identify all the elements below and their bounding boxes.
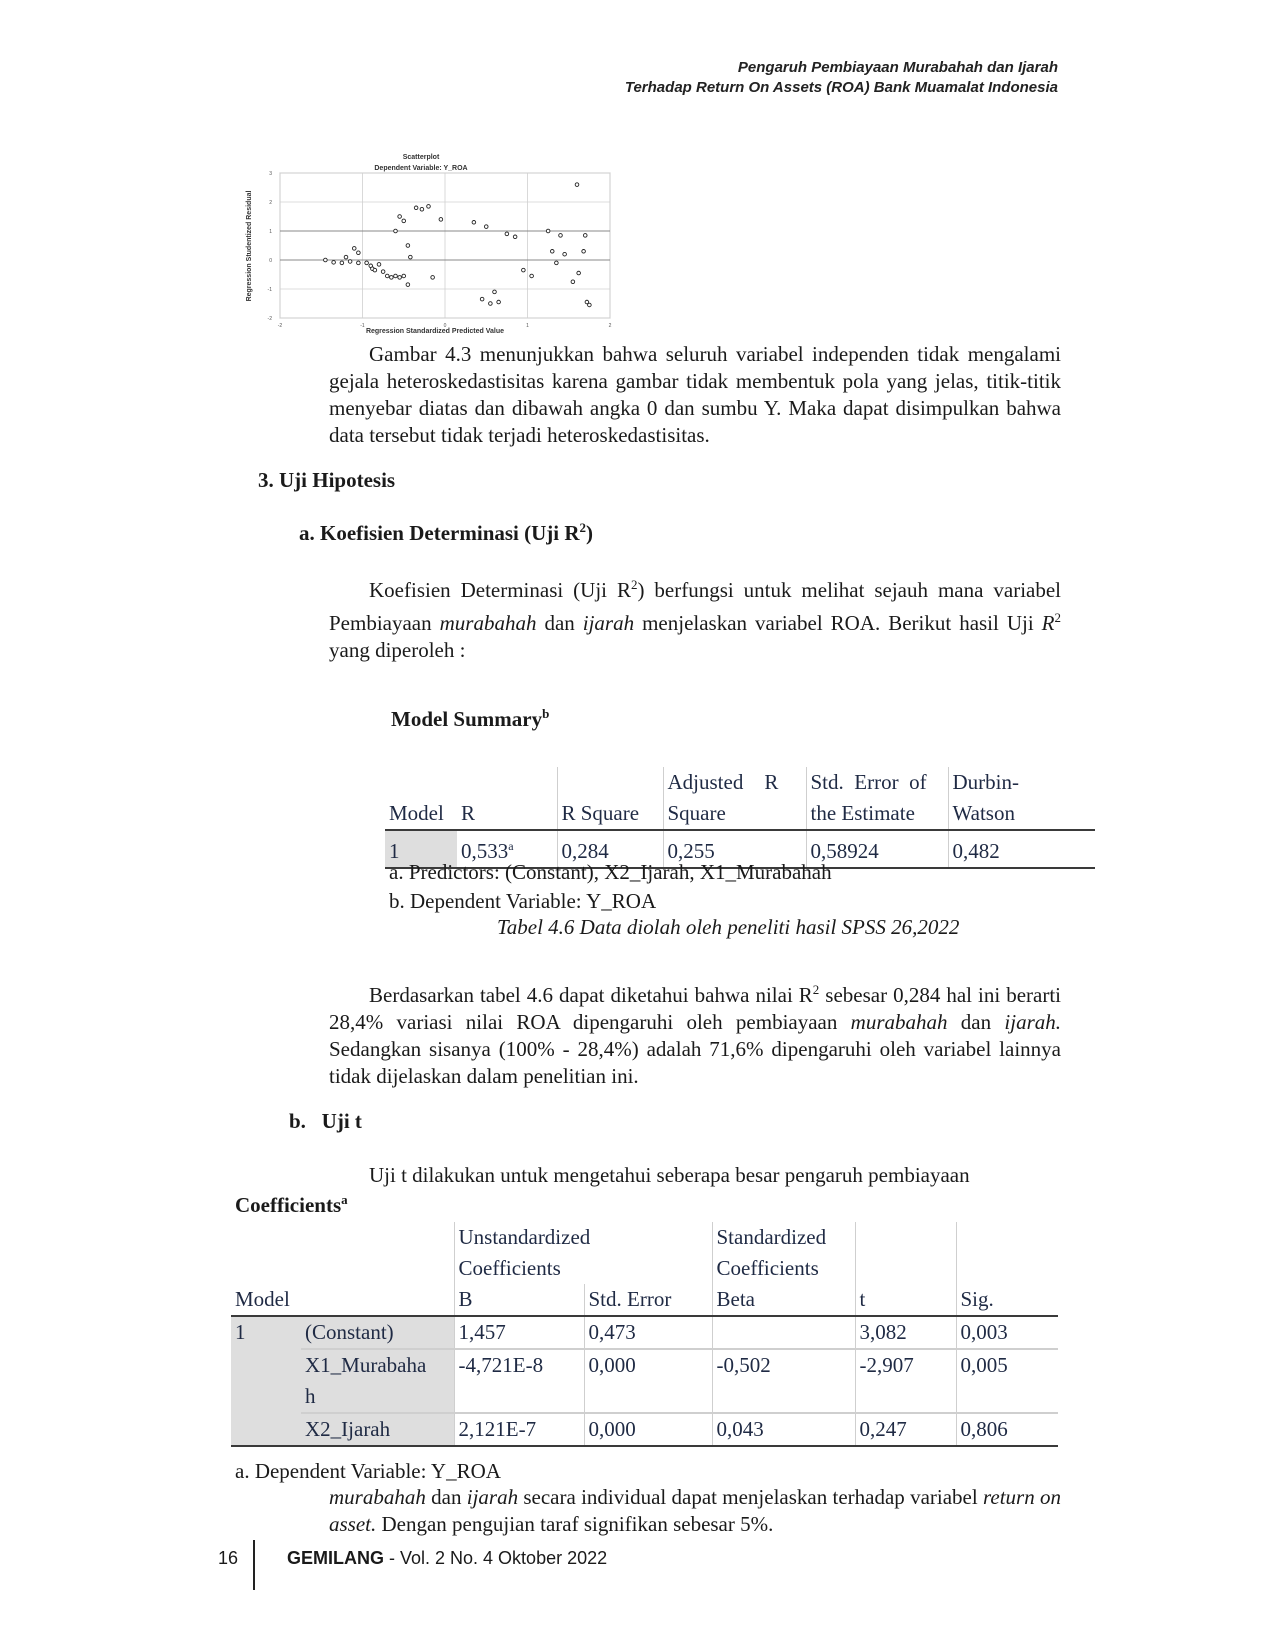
scatter-point xyxy=(571,280,575,284)
scatter-point xyxy=(530,274,534,278)
cell-durbin-watson: 0,482 xyxy=(952,839,1000,863)
scatter-point xyxy=(489,302,493,306)
x-tick-label: 2 xyxy=(608,323,612,329)
header-line-2: Terhadap Return On Assets (ROA) Bank Muamalat Indonesia xyxy=(624,79,1058,96)
scatter-point xyxy=(563,252,567,256)
scatter-point xyxy=(357,251,361,255)
running-header xyxy=(625,58,1058,98)
page-number: 16 xyxy=(218,1548,239,1568)
header-unstandardized: Unstandardized xyxy=(454,1222,712,1253)
header-std-error: Std. Error xyxy=(584,1284,712,1316)
y-tick-label: 0 xyxy=(269,258,272,264)
paragraph-t-test-intro: Uji t dilakukan untuk mengetahui seberapa besar pengaruh pembiayaan xyxy=(369,1163,970,1187)
scatter-point xyxy=(420,207,424,211)
paragraph-r2-intro: Koefisien Determinasi (Uji $R^2$) berfungsi untuk melihat sejauh mana variabel Pembiayaan murabahah dan ijarah menjelaskan variabel ROA. Berikut hasil Uji $R^2$ yang diperoleh : xyxy=(329,577,1062,662)
cell-beta: -0,502 xyxy=(712,1349,855,1413)
table-notes xyxy=(389,858,832,916)
scatter-point xyxy=(505,232,509,236)
table-header-row-2 xyxy=(385,798,1095,830)
scatter-point xyxy=(406,283,410,287)
subheading-a: a. Koefisien Determinasi (Uji $R^2$) xyxy=(299,520,594,545)
cell-name: (Constant) xyxy=(301,1316,454,1349)
scatter-point xyxy=(348,260,352,264)
header-coefficients-std: Coefficients xyxy=(712,1253,855,1284)
header-t: t xyxy=(855,1284,956,1316)
chart-xlabel: Regression Standardized Predicted Value xyxy=(365,328,505,335)
scatter-point xyxy=(472,221,476,225)
cell-std-error: 0,000 xyxy=(584,1413,712,1446)
header-coefficients: Coefficients xyxy=(454,1253,712,1284)
table-header-row-1 xyxy=(385,767,1095,798)
cell-std-error: 0,000 xyxy=(584,1349,712,1413)
header-r-square: R Square xyxy=(557,798,663,830)
scatter-point xyxy=(352,247,356,251)
cell-b: -4,721E-8 xyxy=(454,1349,584,1413)
x-tick-label: 0 xyxy=(443,323,447,329)
header-std-error: Std. Error of xyxy=(806,767,948,798)
table-header-row-2 xyxy=(231,1253,1058,1284)
x-tick-label: -2 xyxy=(277,323,283,329)
paragraph-t-test-conclusion: murabahah dan ijarah secara individual dapat menjelaskan terhadap variabel return on asset. Dengan pengujian taraf signifikan sebesar 5%. xyxy=(329,1485,1061,1536)
scatter-point xyxy=(497,300,501,304)
scatter-point xyxy=(577,271,581,275)
header-square: Square xyxy=(663,798,806,830)
cell-t: 3,082 xyxy=(855,1316,956,1349)
scatter-point xyxy=(340,261,344,265)
chart-subtitle: Dependent Variable: Y_ROA xyxy=(374,165,468,172)
header-watson: Watson xyxy=(952,801,1015,825)
cell-model: 1 xyxy=(385,830,457,868)
header-estimate: the Estimate xyxy=(806,798,948,830)
scatter-point xyxy=(555,261,559,265)
header-standardized: Standardized xyxy=(712,1222,855,1253)
scatter-point xyxy=(381,270,385,274)
note-a: a. Predictors: (Constant), X2_Ijarah, X1_Murabahah xyxy=(389,860,832,884)
header-durbin: Durbin- xyxy=(952,770,1019,794)
paragraph-r2-result: Berdasarkan tabel 4.6 dapat diketahui bahwa nilai $R^2$ sebesar 0,284 hal ini berarti 28,4% variasi nilai ROA dipengaruhi oleh pembiayaan murabahah dan ijarah. Sedangkan sisanya (100% - 28,4%) adalah 71,6% dipengaruhi oleh variabel lainnya tidak dijelaskan dalam penelitian ini. xyxy=(329,982,1061,1088)
scatter-point xyxy=(377,263,381,267)
scatter-point xyxy=(583,234,587,238)
scatter-point xyxy=(431,276,435,280)
scatter-point xyxy=(550,250,554,254)
header-model: Model xyxy=(231,1284,454,1316)
plot-area xyxy=(268,171,612,329)
cell-model-number: 1 xyxy=(231,1316,301,1446)
cell-beta: 0,043 xyxy=(712,1413,855,1446)
header-b: B xyxy=(454,1284,584,1316)
cell-beta xyxy=(712,1316,855,1349)
table-header-row-3 xyxy=(231,1284,1058,1316)
scatter-point xyxy=(394,229,398,233)
scatter-point xyxy=(480,297,484,301)
subheading-b: b. Uji t xyxy=(289,1109,362,1133)
chart-ylabel: Regression Studentized Residual xyxy=(246,190,253,302)
scatter-point xyxy=(484,225,488,229)
coefficients-note: a. Dependent Variable: Y_ROA xyxy=(235,1459,501,1483)
paragraph-figure-explanation xyxy=(329,341,1061,449)
scatter-point xyxy=(344,255,348,259)
scatter-point xyxy=(439,218,443,222)
scatter-point xyxy=(398,276,402,280)
scatter-point xyxy=(427,205,431,209)
x-tick-label: 1 xyxy=(526,323,529,329)
cell-sig: 0,003 xyxy=(960,1320,1008,1344)
scatter-point xyxy=(394,274,398,278)
scatter-point xyxy=(546,229,550,233)
scatter-point xyxy=(390,276,394,280)
cell-adjusted: 0,255 xyxy=(663,830,806,868)
scatter-point xyxy=(385,274,389,278)
scatter-point xyxy=(588,303,592,307)
chart-title: Scatterplot xyxy=(402,154,440,161)
scatter-point xyxy=(513,235,517,239)
scatter-point xyxy=(402,274,406,278)
cell-sig: 0,806 xyxy=(960,1417,1008,1441)
y-tick-label: -2 xyxy=(267,316,272,322)
y-tick-label: -1 xyxy=(267,287,272,293)
header-r: R xyxy=(457,798,557,830)
scatter-point xyxy=(357,261,361,265)
scatter-point xyxy=(373,268,377,272)
footer-divider xyxy=(253,1540,255,1590)
paragraph-text: Gambar 4.3 menunjukkan bahwa seluruh variabel independen tidak mengalami gejala heteroskedastisitas karena gambar tidak membentuk pola yang jelas, titik-titik menyebar diatas dan dibawah angka 0 dan sumbu Y. Maka dapat disimpulkan bahwa data tersebut tidak terjadi heteroskedastisitas. xyxy=(329,342,1061,447)
scatter-point xyxy=(406,244,410,248)
cell-r-square: 0,284 xyxy=(557,830,663,868)
scatter-point xyxy=(409,255,413,259)
table-row xyxy=(231,1349,1058,1413)
cell-b: 1,457 xyxy=(454,1316,584,1349)
header-model: Model xyxy=(389,801,444,825)
scatter-point xyxy=(414,206,418,210)
table-row xyxy=(231,1316,1058,1349)
header-adjusted: Adjusted R xyxy=(663,767,806,798)
table-row xyxy=(231,1413,1058,1446)
scatter-point xyxy=(398,215,402,219)
header-line-1: Pengaruh Pembiayaan Murabahah dan Ijarah xyxy=(737,59,1058,76)
cell-name: X2_Ijarah xyxy=(301,1413,454,1446)
cell-std-error: 0,58924 xyxy=(806,830,948,868)
table-caption: Tabel 4.6 Data diolah oleh peneliti hasil SPSS 26,2022 xyxy=(497,915,960,939)
scatter-point xyxy=(493,290,497,294)
y-tick-label: 1 xyxy=(269,229,272,235)
footer-journal: GEMILANG - Vol. 2 No. 4 Oktober 2022 xyxy=(287,1548,608,1568)
section-heading: 3. Uji Hipotesis xyxy=(258,468,396,492)
model-summary-title: Model Summary$^b$ xyxy=(391,706,550,731)
header-sig: Sig. xyxy=(960,1287,994,1311)
cell-r: 0,533$^a$ xyxy=(457,830,557,868)
coefficients-table xyxy=(231,1222,1058,1447)
scatter-point xyxy=(365,261,369,265)
model-summary-table xyxy=(385,767,1095,869)
scatter-point xyxy=(575,183,579,187)
header-beta: Beta xyxy=(712,1284,855,1316)
x-tick-label: -1 xyxy=(360,323,365,329)
cell-t: 0,247 xyxy=(855,1413,956,1446)
scatter-point xyxy=(559,234,563,238)
table-header-row-1 xyxy=(231,1222,1058,1253)
y-tick-label: 2 xyxy=(269,200,272,206)
y-tick-label: 3 xyxy=(269,171,272,177)
scatter-point xyxy=(402,219,406,223)
coefficients-title: Coefficients$^a$ xyxy=(235,1192,348,1217)
cell-t: -2,907 xyxy=(855,1349,956,1413)
scatter-point xyxy=(324,258,328,262)
scatter-point xyxy=(582,250,586,254)
cell-name: X1_Murabaha h xyxy=(301,1349,454,1413)
cell-std-error: 0,473 xyxy=(584,1316,712,1349)
cell-b: 2,121E-7 xyxy=(454,1413,584,1446)
scatterplot xyxy=(245,148,630,346)
scatter-point xyxy=(332,261,336,265)
cell-sig: 0,005 xyxy=(960,1353,1008,1377)
note-b: b. Dependent Variable: Y_ROA xyxy=(389,889,657,913)
scatter-point xyxy=(522,268,526,272)
